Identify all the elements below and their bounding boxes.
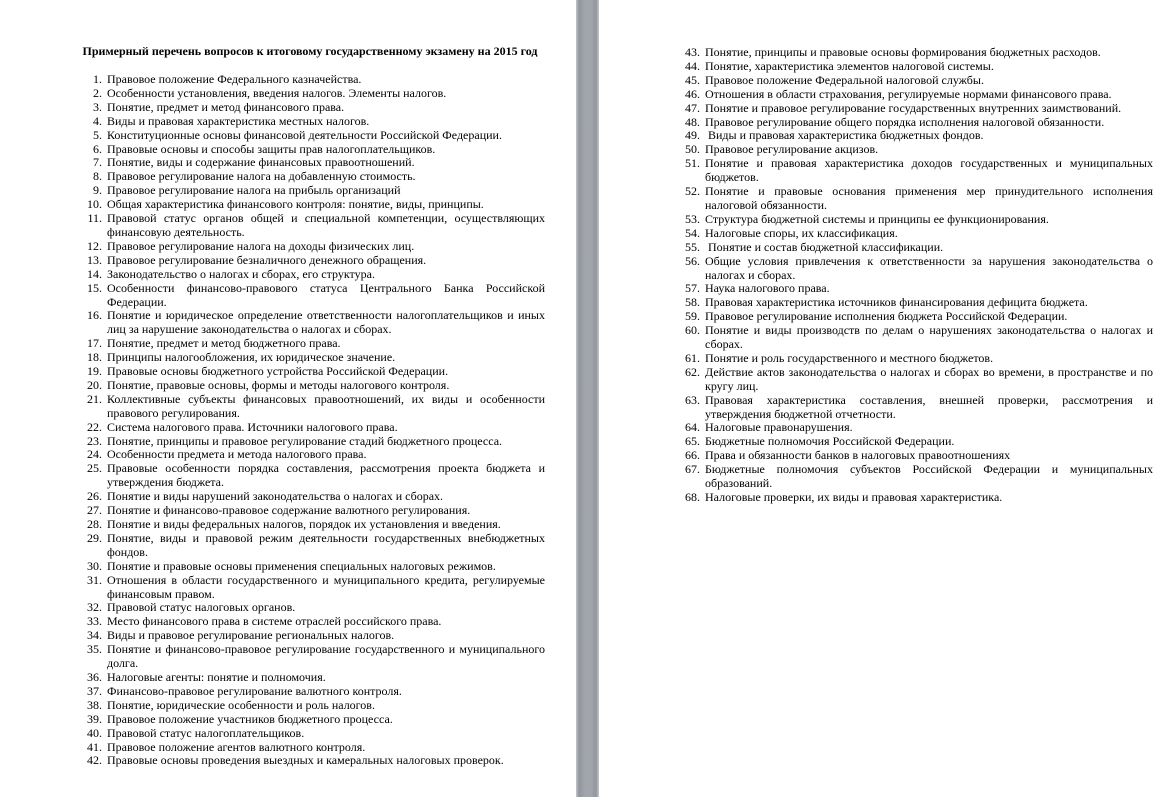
- question-item: 43. Понятие, принципы и правовые основы формирования бюджетных расходов.: [703, 46, 1153, 60]
- question-item: 8. Правовое регулирование налога на добавленную стоимость.: [105, 170, 545, 184]
- question-item: 12. Правовое регулирование налога на доходы физических лиц.: [105, 240, 545, 254]
- question-item: 13. Правовое регулирование безналичного денежного обращения.: [105, 254, 545, 268]
- question-item: 14. Законодательство о налогах и сборах, его структура.: [105, 268, 545, 282]
- question-item: 44. Понятие, характеристика элементов налоговой системы.: [703, 60, 1153, 74]
- question-item: 62. Действие актов законодательства о налогах и сборах во времени, в пространстве и по кругу лиц.: [703, 366, 1153, 394]
- question-item: 64. Налоговые правонарушения.: [703, 421, 1153, 435]
- question-item: 2. Особенности установления, введения налогов. Элементы налогов.: [105, 87, 545, 101]
- question-item: 50. Правовое регулирование акцизов.: [703, 143, 1153, 157]
- question-item: 28. Понятие и виды федеральных налогов, порядок их установления и введения.: [105, 518, 545, 532]
- question-item: 46. Отношения в области страхования, регулируемые нормами финансового права.: [703, 88, 1153, 102]
- question-item: 15. Особенности финансово-правового статуса Центрального Банка Российской Федерации.: [105, 282, 545, 310]
- question-item: 48. Правовое регулирование общего порядка исполнения налоговой обязанности.: [703, 116, 1153, 130]
- question-item: 52. Понятие и правовые основания применения мер принудительного исполнения налоговой обязанности.: [703, 185, 1153, 213]
- question-item: 24. Особенности предмета и метода налогового права.: [105, 448, 545, 462]
- question-item: 19. Правовые основы бюджетного устройства Российской Федерации.: [105, 365, 545, 379]
- question-item: 26. Понятие и виды нарушений законодательства о налогах и сборах.: [105, 490, 545, 504]
- question-item: 9. Правовое регулирование налога на прибыль организаций: [105, 184, 545, 198]
- question-item: 51. Понятие и правовая характеристика доходов государственных и муниципальных бюджетов.: [703, 157, 1153, 185]
- question-item: 54. Налоговые споры, их классификация.: [703, 227, 1153, 241]
- question-item: 18. Принципы налогообложения, их юридическое значение.: [105, 351, 545, 365]
- question-item: 11. Правовой статус органов общей и специальной компетенции, осуществляющих финансовую деятельность.: [105, 212, 545, 240]
- page-2: [599, 0, 1174, 797]
- question-item: 25. Правовые особенности порядка составления, рассмотрения проекта бюджета и утверждения бюджета.: [105, 462, 545, 490]
- question-item: 59. Правовое регулирование исполнения бюджета Российской Федерации.: [703, 310, 1153, 324]
- question-item: 37. Финансово-правовое регулирование валютного контроля.: [105, 685, 545, 699]
- question-item: 32. Правовой статус налоговых органов.: [105, 601, 545, 615]
- question-item: 68. Налоговые проверки, их виды и правовая характеристика.: [703, 491, 1153, 505]
- question-item: 29. Понятие, виды и правовой режим деятельности государственных внебюджетных фондов.: [105, 532, 545, 560]
- question-item: 33. Место финансового права в системе отраслей российского права.: [105, 615, 545, 629]
- question-item: 49. Виды и правовая характеристика бюджетных фондов.: [703, 129, 1153, 143]
- question-item: 34. Виды и правовое регулирование региональных налогов.: [105, 629, 545, 643]
- question-item: 65. Бюджетные полномочия Российской Федерации.: [703, 435, 1153, 449]
- question-item: 63. Правовая характеристика составления, внешней проверки, рассмотрения и утверждения бюджетной отчетности.: [703, 394, 1153, 422]
- page-gap-divider: [576, 0, 599, 797]
- question-item: 55. Понятие и состав бюджетной классификации.: [703, 241, 1153, 255]
- question-item: 4. Виды и правовая характеристика местных налогов.: [105, 115, 545, 129]
- question-item: 41. Правовое положение агентов валютного контроля.: [105, 741, 545, 755]
- question-item: 40. Правовой статус налогоплательщиков.: [105, 727, 545, 741]
- question-item: 61. Понятие и роль государственного и местного бюджетов.: [703, 352, 1153, 366]
- question-item: 38. Понятие, юридические особенности и роль налогов.: [105, 699, 545, 713]
- question-item: 36. Налоговые агенты: понятие и полномочия.: [105, 671, 545, 685]
- question-item: 45. Правовое положение Федеральной налоговой службы.: [703, 74, 1153, 88]
- question-item: 21. Коллективные субъекты финансовых правоотношений, их виды и особенности правового регулирования.: [105, 393, 545, 421]
- question-item: 30. Понятие и правовые основы применения специальных налоговых режимов.: [105, 560, 545, 574]
- question-item: 31. Отношения в области государственного и муниципального кредита, регулируемые финансовым правом.: [105, 574, 545, 602]
- document-title: Примерный перечень вопросов к итоговому государственному экзамену на 2015 год: [82, 44, 538, 58]
- question-item: 58. Правовая характеристика источников финансирования дефицита бюджета.: [703, 296, 1153, 310]
- question-item: 5. Конституционные основы финансовой деятельности Российской Федерации.: [105, 129, 545, 143]
- question-list-right: [677, 46, 1153, 505]
- question-item: 17. Понятие, предмет и метод бюджетного права.: [105, 337, 545, 351]
- question-item: 20. Понятие, правовые основы, формы и методы налогового контроля.: [105, 379, 545, 393]
- question-item: 22. Система налогового права. Источники налогового права.: [105, 421, 545, 435]
- question-item: 53. Структура бюджетной системы и принципы ее функционирования.: [703, 213, 1153, 227]
- question-item: 57. Наука налогового права.: [703, 282, 1153, 296]
- question-item: 7. Понятие, виды и содержание финансовых правоотношений.: [105, 156, 545, 170]
- question-item: 47. Понятие и правовое регулирование государственных внутренних заимствований.: [703, 102, 1153, 116]
- question-item: 60. Понятие и виды производств по делам о нарушениях законодательства о налогах и сборах.: [703, 324, 1153, 352]
- question-item: 39. Правовое положение участников бюджетного процесса.: [105, 713, 545, 727]
- question-item: 35. Понятие и финансово-правовое регулирование государственного и муниципального долга.: [105, 643, 545, 671]
- question-item: 67. Бюджетные полномочия субъектов Российской Федерации и муниципальных образований.: [703, 463, 1153, 491]
- question-item: 1. Правовое положение Федерального казначейства.: [105, 73, 545, 87]
- question-list-left: [75, 73, 545, 768]
- question-item: 10. Общая характеристика финансового контроля: понятие, виды, принципы.: [105, 198, 545, 212]
- question-item: 16. Понятие и юридическое определение ответственности налогоплательщиков и иных лиц за нарушение законодательства о налогах и сборах.: [105, 309, 545, 337]
- question-item: 23. Понятие, принципы и правовое регулирование стадий бюджетного процесса.: [105, 435, 545, 449]
- question-item: 3. Понятие, предмет и метод финансового права.: [105, 101, 545, 115]
- question-item: 42. Правовые основы проведения выездных и камеральных налоговых проверок.: [105, 754, 545, 768]
- question-item: 27. Понятие и финансово-правовое содержание валютного регулирования.: [105, 504, 545, 518]
- question-item: 56. Общие условия привлечения к ответственности за нарушения законодательства о налогах и сборах.: [703, 255, 1153, 283]
- question-item: 66. Права и обязанности банков в налоговых правоотношениях: [703, 449, 1153, 463]
- page-1: [0, 0, 576, 797]
- question-item: 6. Правовые основы и способы защиты прав налогоплательщиков.: [105, 143, 545, 157]
